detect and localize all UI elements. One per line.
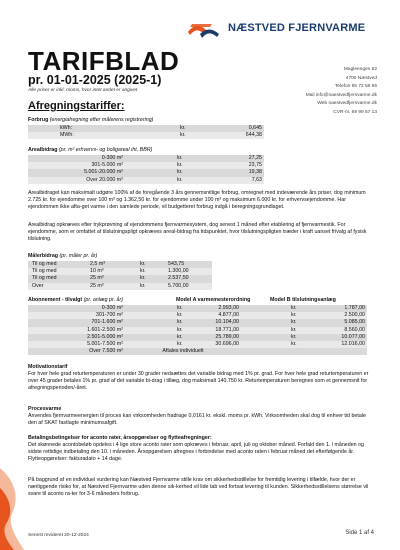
address-web: Web naestvedfjernvarme.dk [317, 101, 377, 107]
forbrug-table [28, 125, 264, 139]
price-note: Alle priser er inkl. moms, hvor intet andet er angivet [28, 88, 138, 93]
forbrug-label: Forbrug [28, 117, 49, 123]
section-title: Afregningstariffer: [28, 100, 125, 112]
motivation-section [28, 364, 374, 392]
maaler-label: Målerbidrag [28, 253, 59, 259]
table-row: Over 20.000 m² kr. 7,63 [28, 177, 264, 184]
model-b-header: Model B tilslutningsanlæg [270, 297, 336, 303]
address-city: 4700 Næstved [345, 75, 377, 81]
revision-date: Senest revideret 20-12-2024 [28, 533, 89, 538]
brand-logo-icon [186, 20, 222, 40]
table-row: 701-1.600 m² kr. 10.104,00 kr. 5.085,00 [28, 319, 367, 326]
address-cvr: CVR-nr. 69 99 57 13 [333, 109, 377, 115]
forbrug-heading [28, 117, 153, 123]
brand-name: NÆSTVED FJERNVARME [228, 22, 366, 34]
betaling-text: Det skønnede acontobeløb opdeles i 4 lige store aconto rater som opkræves i februar, april, juli og oktober måned. Forfald den 1. i måneden og sidste rettidige indbetaling den 10. i måneden. Årsopgørelsen afregnes i forbindelse med aconto raten i februar måned det efterfølgende år. Flytteopgørelser: fakturadato + 14 dage. [28, 442, 364, 462]
areal-heading [28, 147, 152, 153]
decorative-flame-icon [0, 462, 24, 550]
table-row: Til og med 2,5 m³ kr. 543,75 [28, 261, 212, 268]
address-street: Magleengen 62 [343, 67, 377, 72]
table-row: 5.001-20.000 m² kr. 19,38 [28, 169, 264, 176]
areal-label: Arealbidrag [28, 147, 58, 153]
table-row: 301-5.000 m² kr. 23,75 [28, 162, 264, 169]
proces-heading: Procesvarme [28, 406, 62, 412]
page-title: TARIFBLAD [28, 46, 180, 76]
areal-table [28, 155, 264, 184]
betaling-section [28, 435, 374, 463]
maaler-table [28, 261, 212, 290]
maaler-note: (pr. måler pr. år) [59, 253, 98, 259]
motivation-heading: Motivationstarif [28, 364, 68, 370]
table-row: Over 7.500 m² Aftales individuelt [28, 348, 367, 355]
table-row: 0-300 m² kr. 2.993,00 kr. 1.787,00 [28, 305, 367, 312]
proces-section [28, 406, 374, 427]
betaling-heading: Betalingsbetingelser for aconto rater, årsopgørelser og flytteafregninger: [28, 435, 212, 441]
motivation-text: For hver hele grad returtemperaturen er under 30 grader nedsættes det variable bidrag med 1% pr. grad. For hver hele grad returtemperaturen er over 45 grader betales 1% pr. grad af det variable bi-drag i tillæg, dog maksimalt 140.750 kr. Returtemperaturen beregnes som et gennemsnit for afregningsperioden/-året. [28, 371, 369, 391]
abonnement-note: (pr. anlæg pr. år) [83, 297, 123, 303]
areal-paragraph-2: Arealbidrag opkræves efter trykprøvning af ejendommens fjernvarmesystem, dog senest 1 måned efter etablering af fjernvarmestik. For ejendomme, som er omfattet af tilslutningspligt opkræves areal-bidrag fra tidspunktet, hvor tilslutningspligten træder i kraft uanset frivalg af fysisk tilslutning. [28, 222, 367, 242]
table-row: 1.601-2.500 m² kr. 18.771,00 kr. 8.560,00 [28, 327, 367, 334]
address-block [306, 66, 377, 118]
table-row: Over 25 m³ kr. 5.700,00 [28, 283, 212, 290]
table-row: 301-700 m² kr. 4.877,00 kr. 2.500,00 [28, 312, 367, 319]
table-row: MWh: kr. 644,38 [28, 132, 264, 139]
address-phone: Telefon 55 72 56 65 [334, 84, 377, 90]
sikkerhed-paragraph: På baggrund af en individuel vurdering kan Næstved Fjernvarme stille krav om sikkerhedsstillelse for fremtidig levering i tilfælde, hvor der er nærliggende risiko for, at Næstved Fjernvarme uden denne sik-kerhed vil lide tab ved fortsat levering til kunden. Sikkerhedsstillelsens størrelse vil svare til aconto ra-ter for 3-6 måneders forbrug. [28, 477, 369, 497]
address-mail: Mail info@naestvedfjernvarme.dk [305, 92, 377, 98]
areal-paragraph: Arealbidraget kan maksimalt udgøre 100% af de foregående 3 års gennemsnitlige forbrug, omregnet med indeværende års priser, dog minimum 2.725 kr. for ejendomme over 100 m² og 1.362,50 kr. for ejendomme under 100 m² og maksimum 6.000 kr. for erhvervsejendomme. Har ejendommen ikke afta-get varme i den samlede periode, vil budgetteret forbrug indgå i beregningsgrundlaget. [28, 190, 366, 210]
page-number: Side 1 af 4 [345, 530, 374, 536]
table-row: 2.501-5.000 m² kr. 25.789,00 kr. 10.077,00 [28, 334, 367, 341]
page-subtitle: pr. 01-01-2025 (2025-1) [28, 73, 162, 87]
abonnement-heading [28, 297, 123, 303]
areal-note: (pr. m² erhvervs- og boligareal iht. BBR) [58, 147, 153, 153]
abonnement-table [28, 305, 367, 355]
table-row: 0-300 m² kr. 27,25 [28, 155, 264, 162]
model-a-header: Model A varmemesterordning [176, 297, 251, 303]
maaler-heading [28, 253, 97, 259]
forbrug-note: (energiafregning efter målerens registrering) [49, 117, 154, 123]
table-row: kWh: kr. 0,645 [28, 125, 264, 132]
table-row: Til og med 10 m³ kr. 1.300,00 [28, 268, 212, 275]
abonnement-label: Abonnement - tilvalgt [28, 297, 83, 303]
table-row: Til og med 25 m³ kr. 2.537,50 [28, 275, 212, 282]
proces-text: Anvendes fjernvarmeenergien til proces kan virksomheden fradrage 0,0161 kr. ekskl. moms pr. kWh. Virksomheden skal dog til enhver tid betale den af SKAT fastlagte minimumsafgift. [28, 413, 366, 426]
table-row: 5.001-7.500 m² kr. 30.696,00 kr. 12.016,00 [28, 341, 367, 348]
